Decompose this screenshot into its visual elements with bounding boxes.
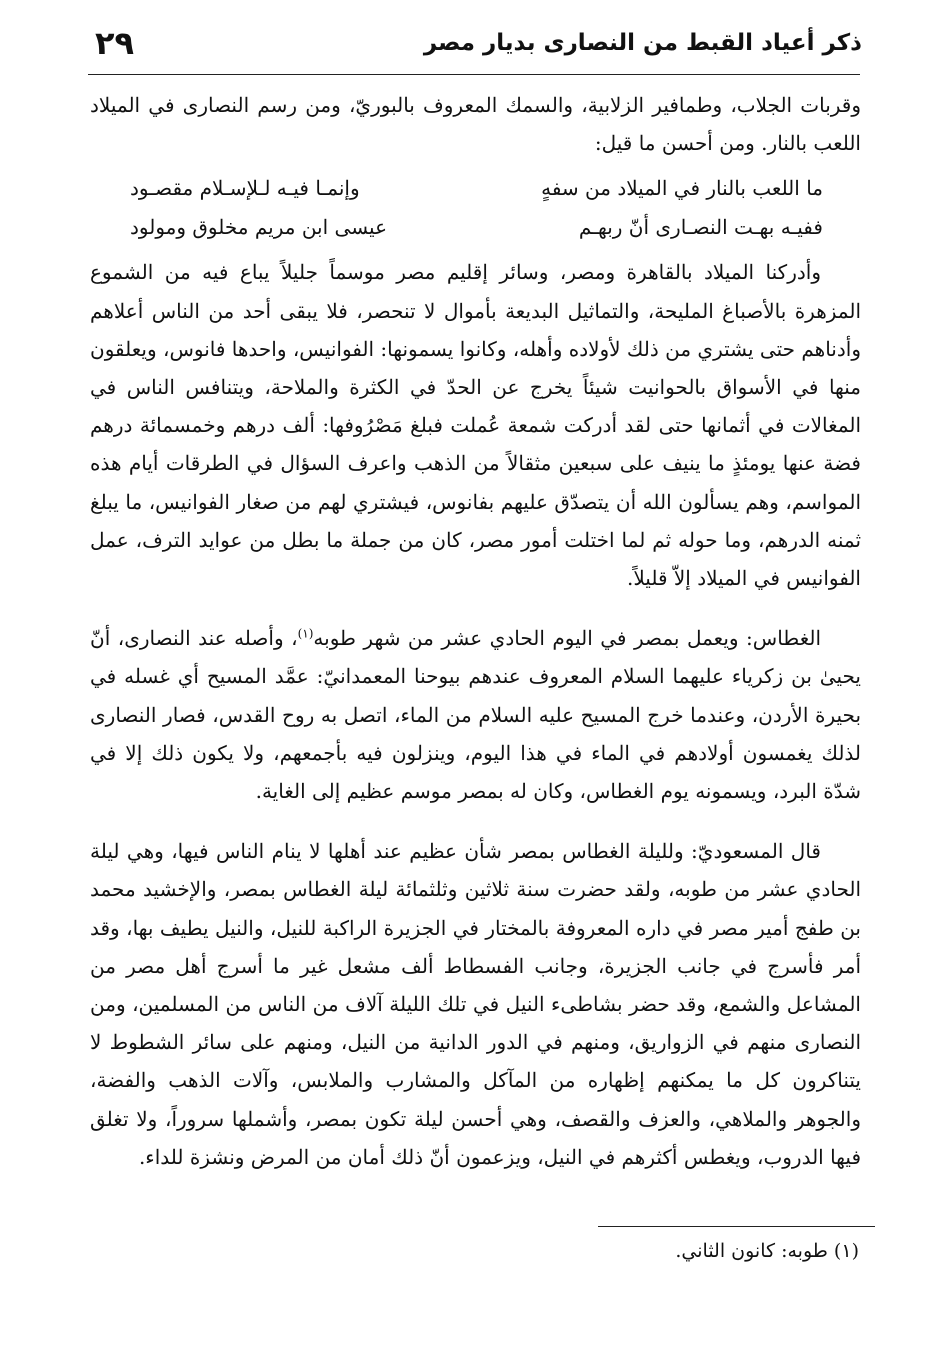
text-line: وأدركنا الميلاد بالقاهرة ومصر، وسائر إقليم مصر موسماً جليلاً يباع فيه من الشموع xyxy=(90,260,821,285)
text-line: المزهرة بالأصباغ المليحة، والتماثيل البديعة بأموال لا تنحصر، فلا يبقى أحد من الناس xyxy=(151,298,862,323)
text-line: ويتنافس الناس في المغالات في أثمانها حتى لقد أدركت شمعة عُملت فبلغ مَصْرُوفها: ألف xyxy=(90,375,862,438)
text-line: ما أسرج أهل مصر من المشاعل والشمع، وقد حضر بشاطىء النيل في تلك الليلة آلاف من xyxy=(90,953,861,1017)
text-line: فانوس، ويعلقون منها في الأسواق بالحوانيت شيئاً يخرج عن الحدّ في الكثرة والملاحة، xyxy=(90,336,861,400)
text-line: النصارى، أنّ يحيىٰ بن زكرياء عليهما السلام المعروف عندهم بيوحنا المعمدانيّ: عمَّد xyxy=(90,626,861,689)
intro-paragraph xyxy=(90,86,861,162)
running-title: ذكر أعياد القبط من النصارى بديار مصر xyxy=(423,30,862,56)
text-line: الناس من المسلمين، ومن النصارى منهم في الزواريق، ومنهم في الدور الدانية من النيل، xyxy=(90,992,861,1055)
text-line: الغطاس: ويعمل بمصر في اليوم الحادي عشر من شهر طوبه xyxy=(313,626,821,651)
text-line: والنيل يطيف بها، وقد أمر فأسرج في جانب الجزيرة، وجانب الفسطاط ألف مشعل غير xyxy=(90,915,862,978)
footnote-rule xyxy=(598,1226,875,1227)
text-line: أعلاهم وأدناهم حتى يشتري من ذلك لأولاده وأهله، وكانوا يسمونها: الفوانيس، واحدها xyxy=(90,298,861,361)
epiphany-paragraph xyxy=(90,619,861,810)
lanterns-paragraph xyxy=(90,253,861,597)
verse-line xyxy=(130,169,823,208)
text-line: ليلة الحادي عشر من طوبه، ولقد حضرت سنة ثلاثين وثلثمائة ليلة الغطاس بمصر، xyxy=(90,839,862,902)
verse-hemistich-first: ما اللعب بالنار في الميلاد من سفهٍ xyxy=(541,176,823,201)
header-rule xyxy=(88,74,860,75)
masudi-paragraph xyxy=(90,832,861,1176)
text-line: السؤال في الطرقات أيام هذه المواسم، وهم يسألون الله أن يتصدّق عليهم بفانوس، فيشتري xyxy=(90,451,861,514)
paragraph-gap xyxy=(90,810,861,832)
text-line: درهم وخمسمائة درهم فضة عنها يومئذٍ ما ينيف على سبعين مثقالاً من الذهب واعرف xyxy=(90,413,861,476)
running-header xyxy=(85,22,862,70)
verse-hemistich-second: عيسى ابن مريم مخلوق ومولود xyxy=(130,214,388,239)
verse-hemistich-second: وإنمـا فيـه لـلإسـلام مقصـود xyxy=(130,176,360,201)
text-line: والملابس، وآلات الذهب والفضة، والجوهر والملاهي، والعزف والقصف، وهي أحسن xyxy=(90,1068,861,1131)
text-line: المسيح أي غسله في بحيرة الأردن، وعندما خرج المسيح عليه السلام من الماء، اتصل به xyxy=(90,664,862,727)
text-line: ، وأصله عند xyxy=(198,626,298,651)
page-body xyxy=(90,86,861,1176)
verse-line xyxy=(130,208,823,247)
intro-line: وقربات الجلاب، وطمافير الزلابية، والسمك المعروف بالبوريّ، ومن رسم النصارى في xyxy=(148,93,862,117)
footnote: (١) طوبه: كانون الثاني. xyxy=(675,1240,859,1262)
paragraph-gap xyxy=(90,597,861,619)
page-number: ٢٩ xyxy=(95,24,135,62)
poem-verses xyxy=(130,169,823,246)
text-line: روح القدس، فصار النصارى لذلك يغمسون أولادهم في الماء في هذا اليوم، وينزلون فيه xyxy=(90,702,862,765)
footnote-ref[interactable]: (١) xyxy=(297,626,314,641)
text-line: جملة ما بطل من عوايد الترف، عمل الفوانيس في الميلاد إلاّ قليلاً. xyxy=(90,527,861,591)
verse-hemistich-first: ففيـه بهـت النصـارى أنّ ربهـم xyxy=(578,214,823,239)
intro-line: الميلاد اللعب بالنار. ومن أحسن ما قيل: xyxy=(90,93,861,156)
text-line: ويزعمون أنّ ذلك أمان من المرض ونشزة للداء. xyxy=(138,1144,531,1169)
text-line: ومنهم على سائر الشطوط لا يتناكرون كل ما يمكنهم إظهاره من المآكل والمشارب xyxy=(90,1030,861,1093)
text-line: قال المسعوديّ: ولليلة الغطاس بمصر شأن عظيم عند أهلها لا ينام الناس فيها، وهي xyxy=(126,839,821,864)
text-line: والإخشيد محمد بن طفج أمير مصر في داره المعروفة بالمختار في الجزيرة الراكبة للنيل، xyxy=(90,877,861,940)
text-line: عظيم إلى الغاية. xyxy=(255,779,395,804)
text-line: ليلة تكون بمصر، وأشملها سروراً، ولا تغلق فيها الدروب، ويغطس أكثرهم في النيل، xyxy=(90,1106,861,1169)
text-line: بأجمعهم، ولا يكون ذلك إلا في شدّة البرد، ويسمونه يوم الغطاس، وكان له بمصر موسم xyxy=(90,740,861,804)
text-line: لهم من صغار الفوانيس، ما يبلغ ثمنه الدرهم، وما حوله ثم لما اختلت أمور مصر، كان من xyxy=(90,489,862,552)
